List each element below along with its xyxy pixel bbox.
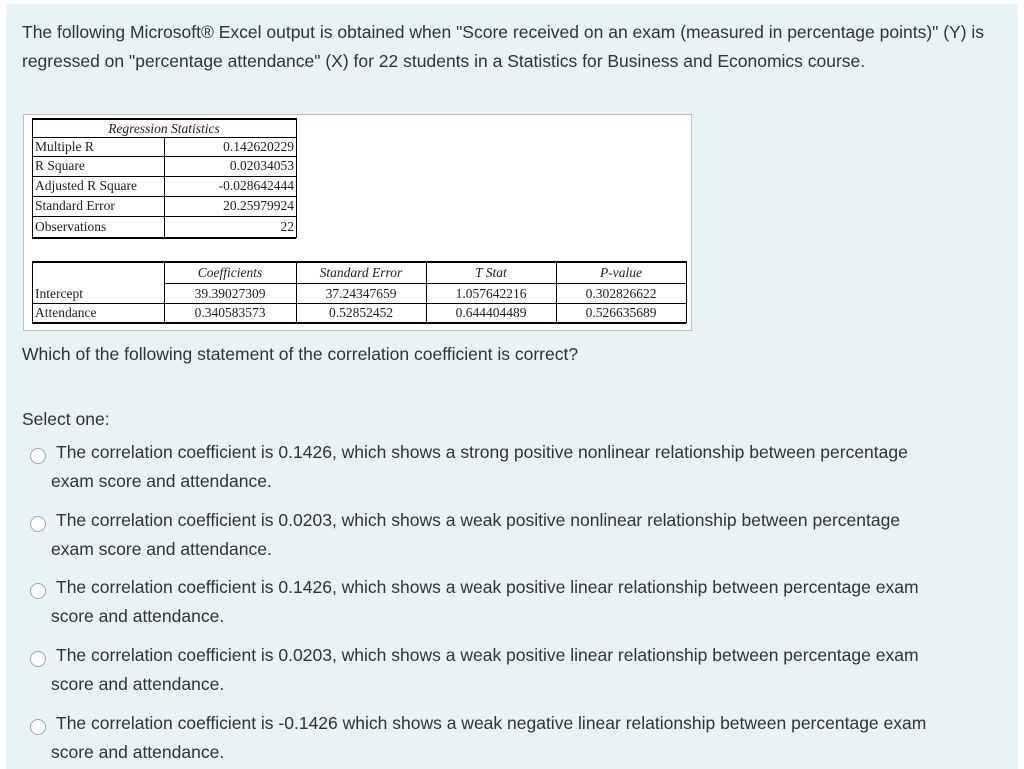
answer-option-text: The correlation coefficient is -0.1426 which shows a weak negative linear relationship between percentage exam (56, 713, 927, 733)
select-one-label: Select one: (22, 409, 110, 429)
radio-button[interactable] (30, 516, 46, 532)
question-intro: The following Microsoft® Excel output is obtained when "Score received on an exam (measured in percentage points)" (Y) is regressed on "percentage attendance" (X) for 22 students in a Statistics for Business and Economics course. (22, 22, 985, 71)
answer-option-text: exam score and attendance. (51, 539, 272, 559)
question-panel (6, 4, 1018, 769)
rule (32, 118, 33, 238)
stat-label: R Square (35, 158, 85, 173)
question-prompt: Which of the following statement of the correlation coefficient is correct? (22, 344, 579, 364)
rule (32, 237, 296, 239)
stat-label: Multiple R (35, 139, 94, 154)
col-header-t-stat: T Stat (475, 265, 507, 280)
answer-option-text: The correlation coefficient is 0.1426, which shows a weak positive linear relationship between percentage exam (56, 577, 919, 597)
rule (32, 156, 296, 157)
col-header-coefficients: Coefficients (197, 265, 263, 280)
answer-option-text: exam score and attendance. (51, 471, 272, 491)
intercept-t-stat: 1.057642216 (455, 286, 527, 301)
rule (32, 118, 296, 120)
radio-button[interactable] (30, 448, 46, 464)
attendance-p-value: 0.526635689 (585, 305, 657, 320)
stat-value: -0.028642444 (218, 178, 294, 193)
rule (32, 322, 686, 324)
answer-option-4[interactable] (30, 641, 1010, 699)
answer-option-2[interactable] (30, 506, 1010, 564)
row-label-attendance: Attendance (35, 305, 97, 320)
rule (32, 176, 296, 177)
answer-option-text: score and attendance. (51, 742, 225, 762)
excel-regression-output (23, 114, 692, 331)
intercept-coefficient: 39.39027309 (194, 286, 266, 301)
rule (32, 196, 296, 197)
radio-button[interactable] (30, 651, 46, 667)
rule (32, 261, 686, 263)
rule (164, 283, 686, 284)
answer-option-text: The correlation coefficient is 0.0203, which shows a weak positive linear relationship between percentage exam (56, 645, 919, 665)
rule (32, 303, 686, 304)
regression-statistics-title: Regression Statistics (108, 121, 220, 136)
answer-option-5[interactable] (30, 709, 1010, 767)
attendance-coefficient: 0.340583573 (194, 305, 266, 320)
rule (164, 137, 165, 238)
rule (32, 216, 296, 217)
rule (32, 261, 33, 323)
stat-label: Adjusted R Square (35, 178, 137, 193)
radio-button[interactable] (30, 719, 46, 735)
row-label-intercept: Intercept (35, 286, 83, 301)
answer-option-text: The correlation coefficient is 0.0203, which shows a weak positive nonlinear relationship between percentage (56, 510, 901, 530)
stat-label: Standard Error (35, 198, 115, 213)
rule (686, 261, 687, 323)
answer-option-3[interactable] (30, 573, 1010, 631)
attendance-standard-error: 0.52852452 (328, 305, 394, 320)
rule (296, 118, 297, 238)
attendance-t-stat: 0.644404489 (455, 305, 527, 320)
stat-value: 20.25979924 (223, 198, 294, 213)
answer-option-text: score and attendance. (51, 606, 225, 626)
stat-value: 0.142620229 (223, 139, 294, 154)
stat-label: Observations (35, 219, 107, 234)
answer-option-text: The correlation coefficient is 0.1426, which shows a strong positive nonlinear relationship between percentage (56, 442, 908, 462)
intercept-p-value: 0.302826622 (585, 286, 657, 301)
stat-value: 0.02034053 (229, 158, 294, 173)
stat-value: 22 (280, 219, 294, 234)
answer-option-text: score and attendance. (51, 674, 225, 694)
col-header-p-value: P-value (600, 265, 642, 280)
radio-button[interactable] (30, 583, 46, 599)
answer-option-1[interactable] (30, 438, 1010, 496)
intercept-standard-error: 37.24347659 (325, 286, 397, 301)
col-header-standard-error: Standard Error (319, 265, 403, 280)
